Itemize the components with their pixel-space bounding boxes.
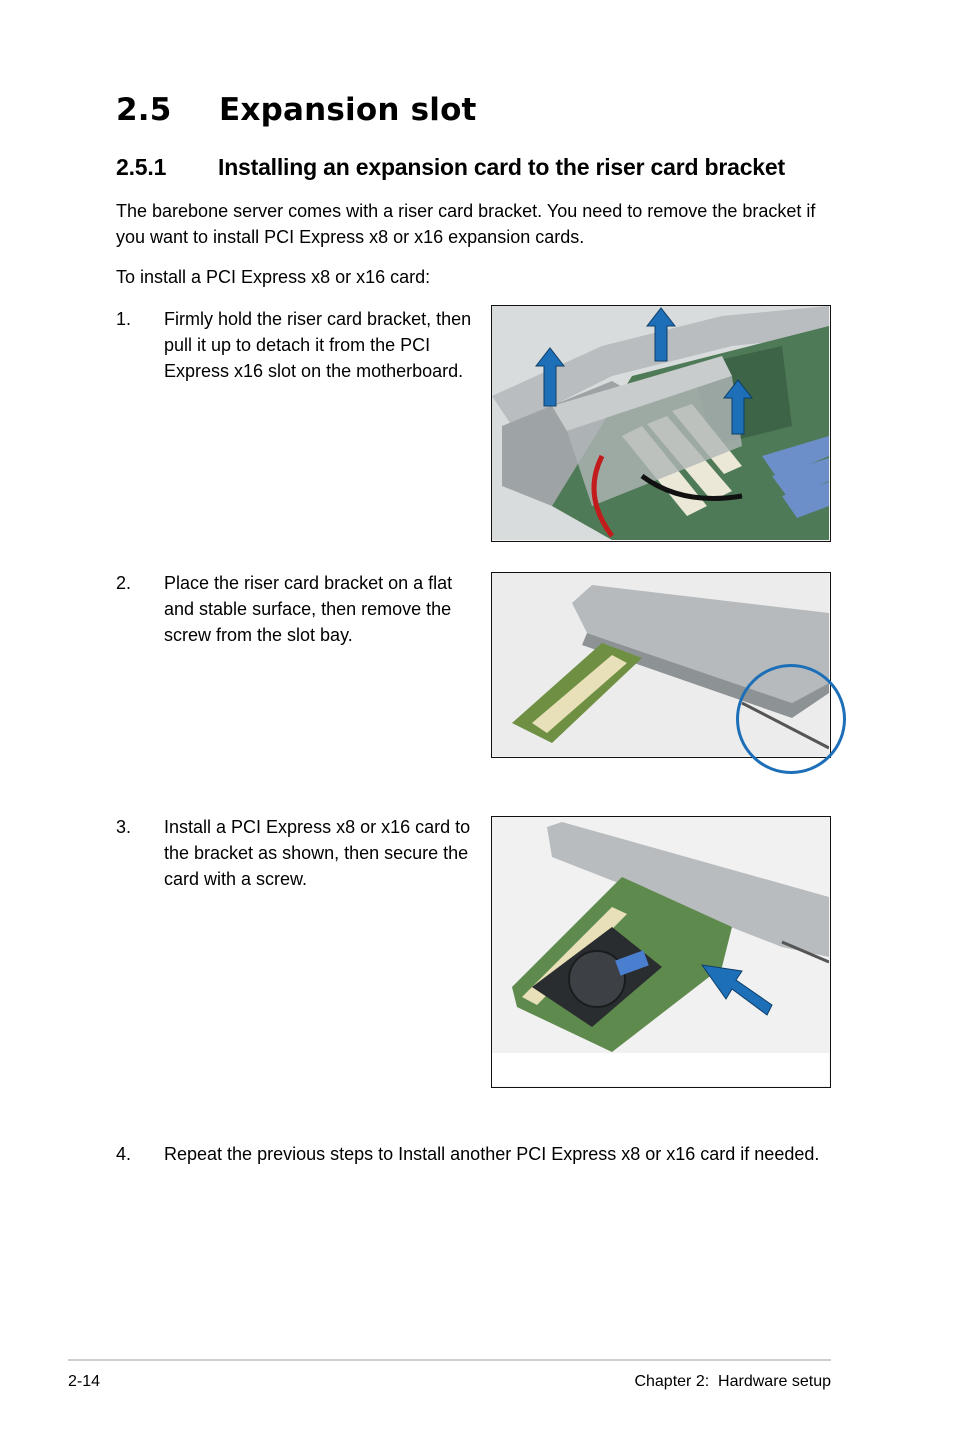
footer-rule	[68, 1359, 831, 1361]
step-2-text: Place the riser card bracket on a flat and stable surface, then remove the screw from the slot bay.	[164, 573, 453, 645]
step-1-number: 1.	[116, 309, 132, 329]
step-3-text: Install a PCI Express x8 or x16 card to the bracket as shown, then secure the card with a screw.	[164, 817, 471, 889]
subsection-title: Installing an expansion card to the riser card bracket	[218, 154, 785, 180]
step-1-photo	[491, 305, 831, 542]
step-4-number: 4.	[116, 1144, 132, 1164]
step-3-photo	[491, 816, 831, 1088]
section-title: Expansion slot	[219, 92, 477, 128]
intro-paragraph: The barebone server comes with a riser card bracket. You need to remove the bracket if you want to install PCI Express x8 or x16 expansion cards.	[116, 201, 816, 247]
section-heading	[116, 92, 477, 128]
step-2-number: 2.	[116, 573, 132, 593]
lead-paragraph: To install a PCI Express x8 or x16 card:	[116, 267, 431, 287]
subsection-heading	[116, 154, 785, 181]
section-number: 2.5	[116, 92, 172, 128]
step-1-text: Firmly hold the riser card bracket, then pull it up to detach it from the PCI Express x16 slot on the motherboard.	[164, 309, 472, 381]
footer-chapter: Chapter 2: Hardware setup	[634, 1373, 831, 1390]
step-3-number: 3.	[116, 817, 132, 837]
subsection-number: 2.5.1	[116, 154, 167, 180]
screw-highlight-circle	[736, 664, 846, 774]
footer-page-number: 2-14	[68, 1373, 101, 1390]
step-4-text: Repeat the previous steps to Install another PCI Express x8 or x16 card if needed.	[164, 1144, 820, 1164]
